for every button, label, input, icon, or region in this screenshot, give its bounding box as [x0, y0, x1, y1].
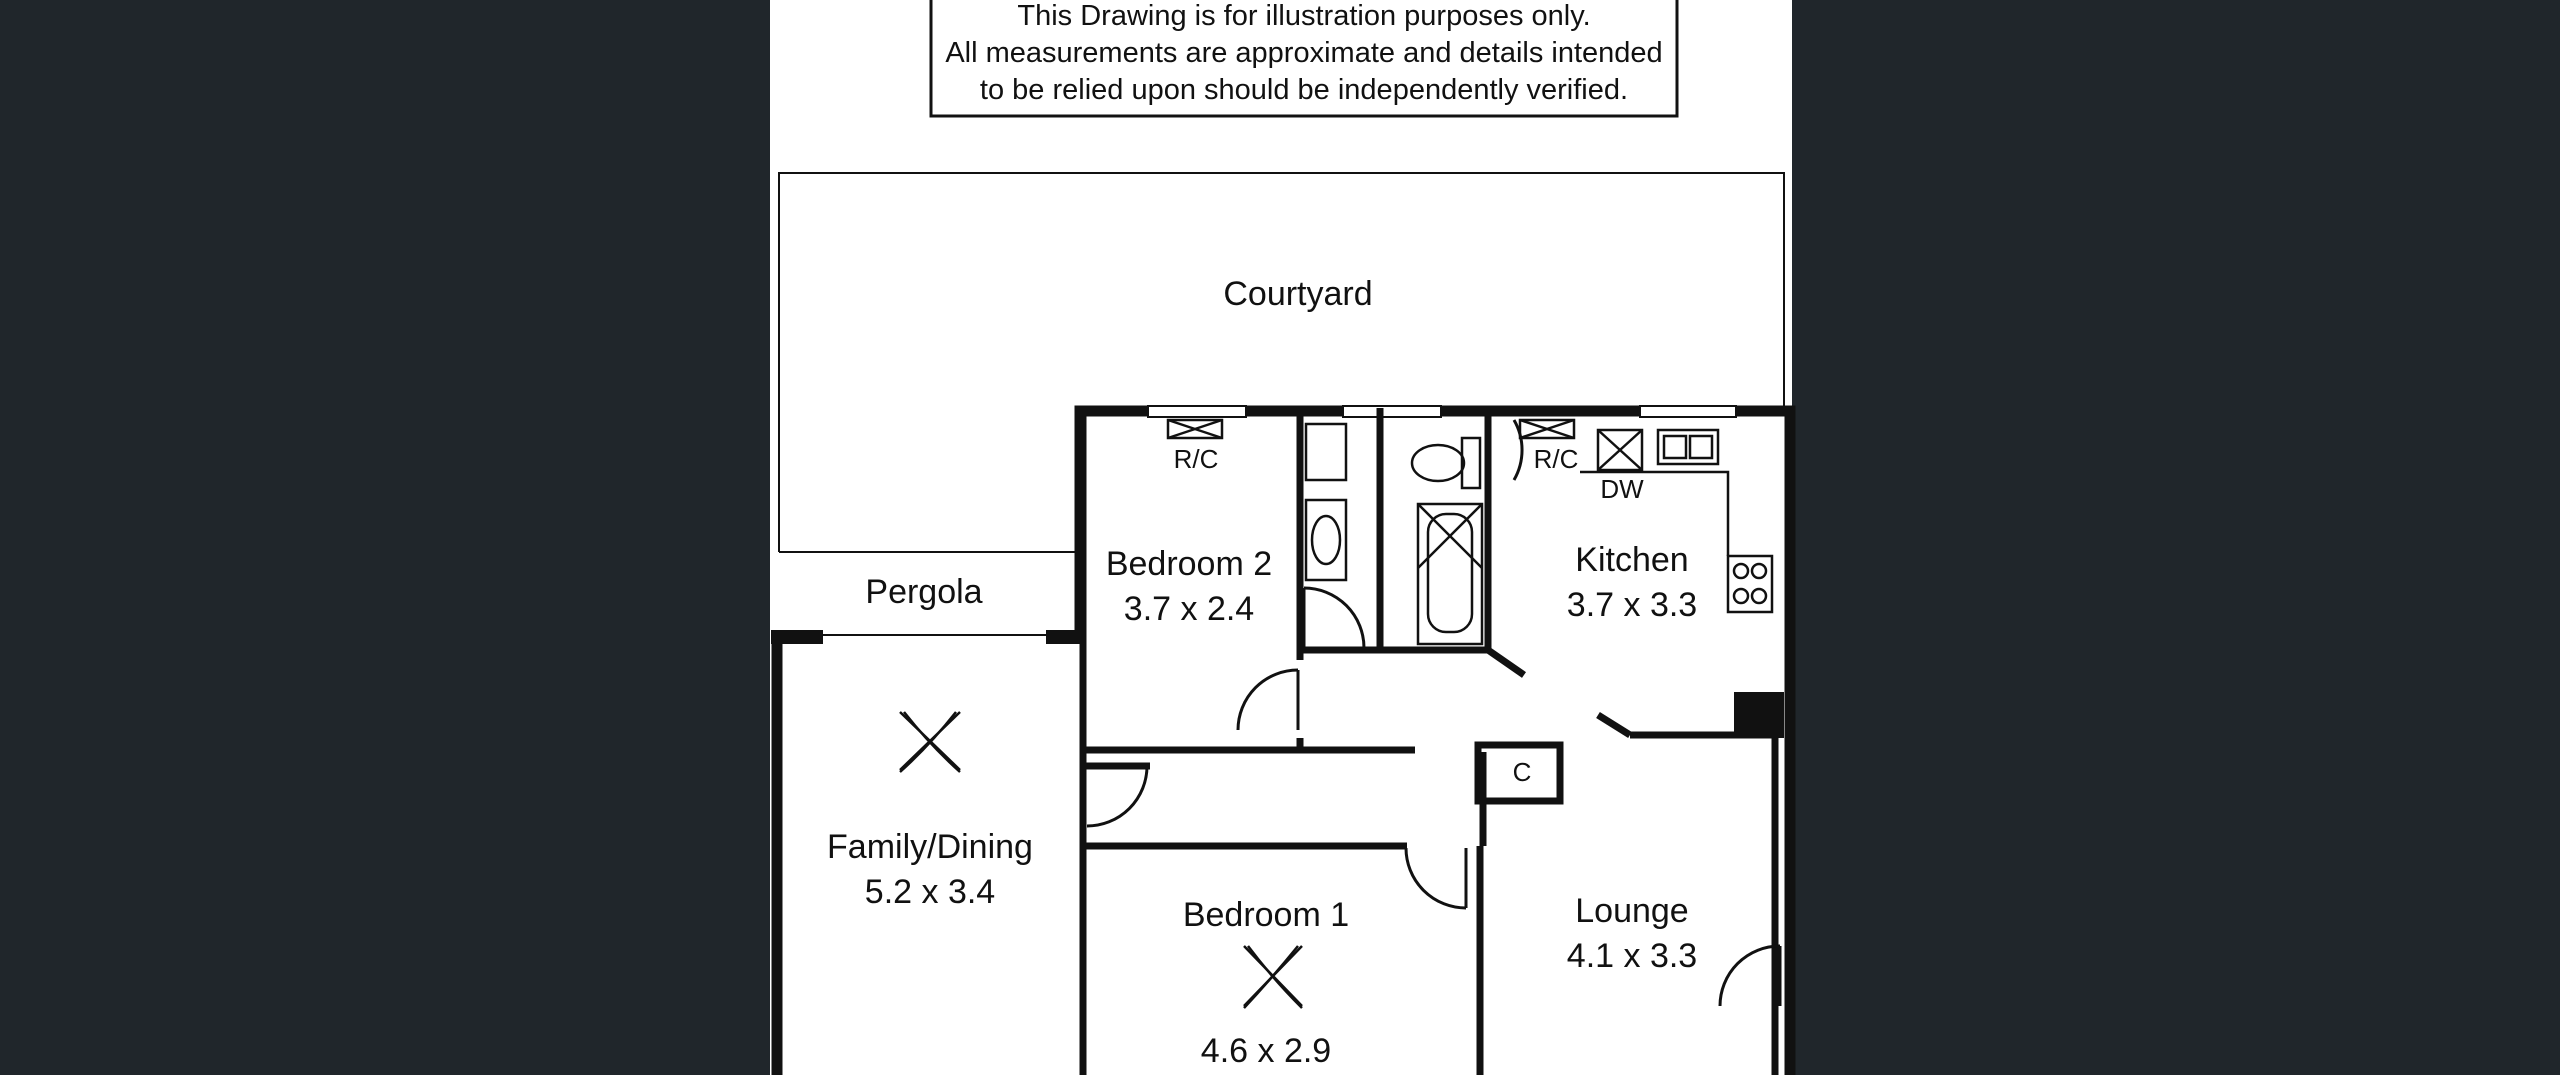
room-name: Kitchen	[1575, 541, 1689, 579]
courtyard-label: Courtyard	[1223, 275, 1373, 313]
window	[1148, 406, 1246, 417]
window	[1640, 406, 1736, 417]
rc-kitchen-label: R/C	[1533, 444, 1579, 474]
room-name: Bedroom 1	[1182, 896, 1350, 934]
windows	[1148, 406, 1736, 417]
room-size: 4.6 x 2.9	[1200, 1032, 1332, 1070]
room-size: 4.1 x 3.3	[1566, 937, 1698, 975]
disclaimer-line-1: This Drawing is for illustration purposes only.	[1017, 0, 1591, 32]
pergola-label: Pergola	[865, 573, 983, 611]
window	[1343, 406, 1441, 417]
room-name: Bedroom 2	[1105, 545, 1273, 583]
room-size: 3.7 x 2.4	[1123, 590, 1255, 628]
pergola-post	[1046, 630, 1082, 644]
room-name: Family/Dining	[827, 828, 1033, 866]
cupboard-label: C	[1512, 757, 1532, 787]
disclaimer-line-3: to be relied upon should be independently verified.	[979, 74, 1629, 106]
disclaimer-line-2: All measurements are approximate and details intended	[945, 37, 1663, 69]
room-size: 5.2 x 3.4	[864, 873, 996, 911]
rc-bedroom2-label: R/C	[1173, 444, 1219, 474]
dishwasher-label: DW	[1600, 474, 1644, 504]
disclaimer-box	[931, 0, 1677, 116]
pergola-post	[771, 630, 823, 644]
kitchen-pillar	[1734, 692, 1784, 738]
room-size: 3.7 x 3.3	[1566, 586, 1698, 624]
room-name: Lounge	[1575, 892, 1689, 930]
